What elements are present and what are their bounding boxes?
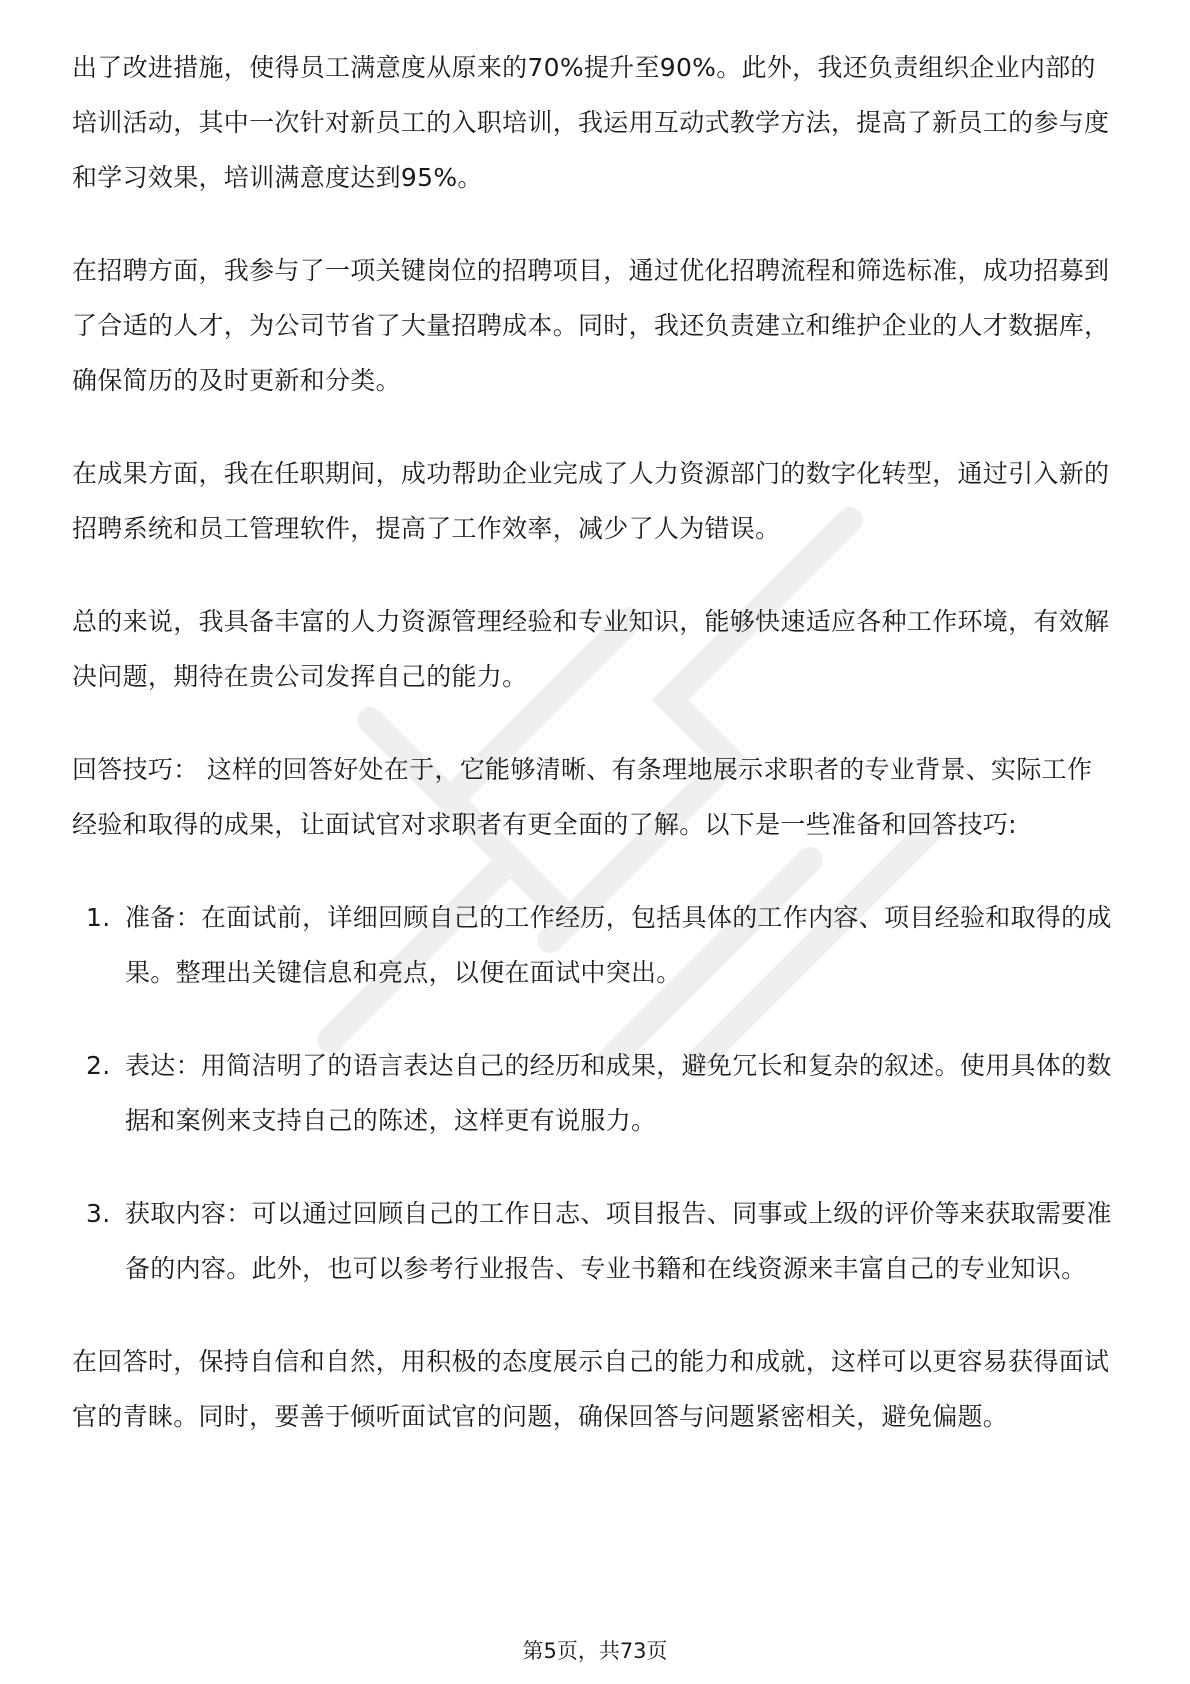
list-item [72, 890, 1112, 1000]
paragraph-closing: 在回答时，保持自信和自然，用积极的态度展示自己的能力和成就，这样可以更容易获得面试官的青睐。同时，要善于倾听面试官的问题，确保回答与问题紧密相关，避免偏题。 [72, 1347, 1110, 1431]
document-page [72, 40, 1112, 1482]
list-item-number: 1. [86, 903, 111, 932]
paragraph-results: 在成果方面，我在任职期间，成功帮助企业完成了人力资源部门的数字化转型，通过引入新的招聘系统和员工管理软件，提高了工作效率，减少了人为错误。 [72, 459, 1110, 543]
list-item-text: 获取内容：可以通过回顾自己的工作日志、项目报告、同事或上级的评价等来获取需要准备的内容。此外，也可以参考行业报告、专业书籍和在线资源来丰富自己的专业知识。 [125, 1199, 1112, 1283]
list-item-text: 表达：用简洁明了的语言表达自己的经历和成果，避免冗长和复杂的叙述。使用具体的数据和案例来支持自己的陈述，这样更有说服力。 [125, 1051, 1112, 1135]
list-item-text: 准备：在面试前，详细回顾自己的工作经历，包括具体的工作内容、项目经验和取得的成果。整理出关键信息和亮点，以便在面试中突出。 [125, 903, 1112, 987]
list-item [72, 1038, 1112, 1148]
paragraph-summary: 总的来说，我具备丰富的人力资源管理经验和专业知识，能够快速适应各种工作环境，有效解决问题，期待在贵公司发挥自己的能力。 [72, 607, 1110, 691]
paragraph-answer-tips: 回答技巧： 这样的回答好处在于，它能够清晰、有条理地展示求职者的专业背景、实际工作经验和取得的成果，让面试官对求职者有更全面的了解。以下是一些准备和回答技巧: [72, 755, 1093, 839]
list-item-number: 3. [86, 1199, 111, 1228]
paragraph-achievements: 出了改进措施，使得员工满意度从原来的70%提升至90%。此外，我还负责组织企业内部的培训活动，其中一次针对新员工的入职培训，我运用互动式教学方法，提高了新员工的参与度和学习效果，培训满意度达到95%。 [72, 53, 1110, 192]
list-item [72, 1186, 1112, 1296]
paragraph-recruitment: 在招聘方面，我参与了一项关键岗位的招聘项目，通过优化招聘流程和筛选标准，成功招募到了合适的人才，为公司节省了大量招聘成本。同时，我还负责建立和维护企业的人才数据库，确保简历的及时更新和分类。 [72, 256, 1110, 395]
tips-list [72, 890, 1112, 1296]
list-item-number: 2. [86, 1051, 111, 1080]
page-number: 第5页，共73页 [522, 1639, 668, 1663]
